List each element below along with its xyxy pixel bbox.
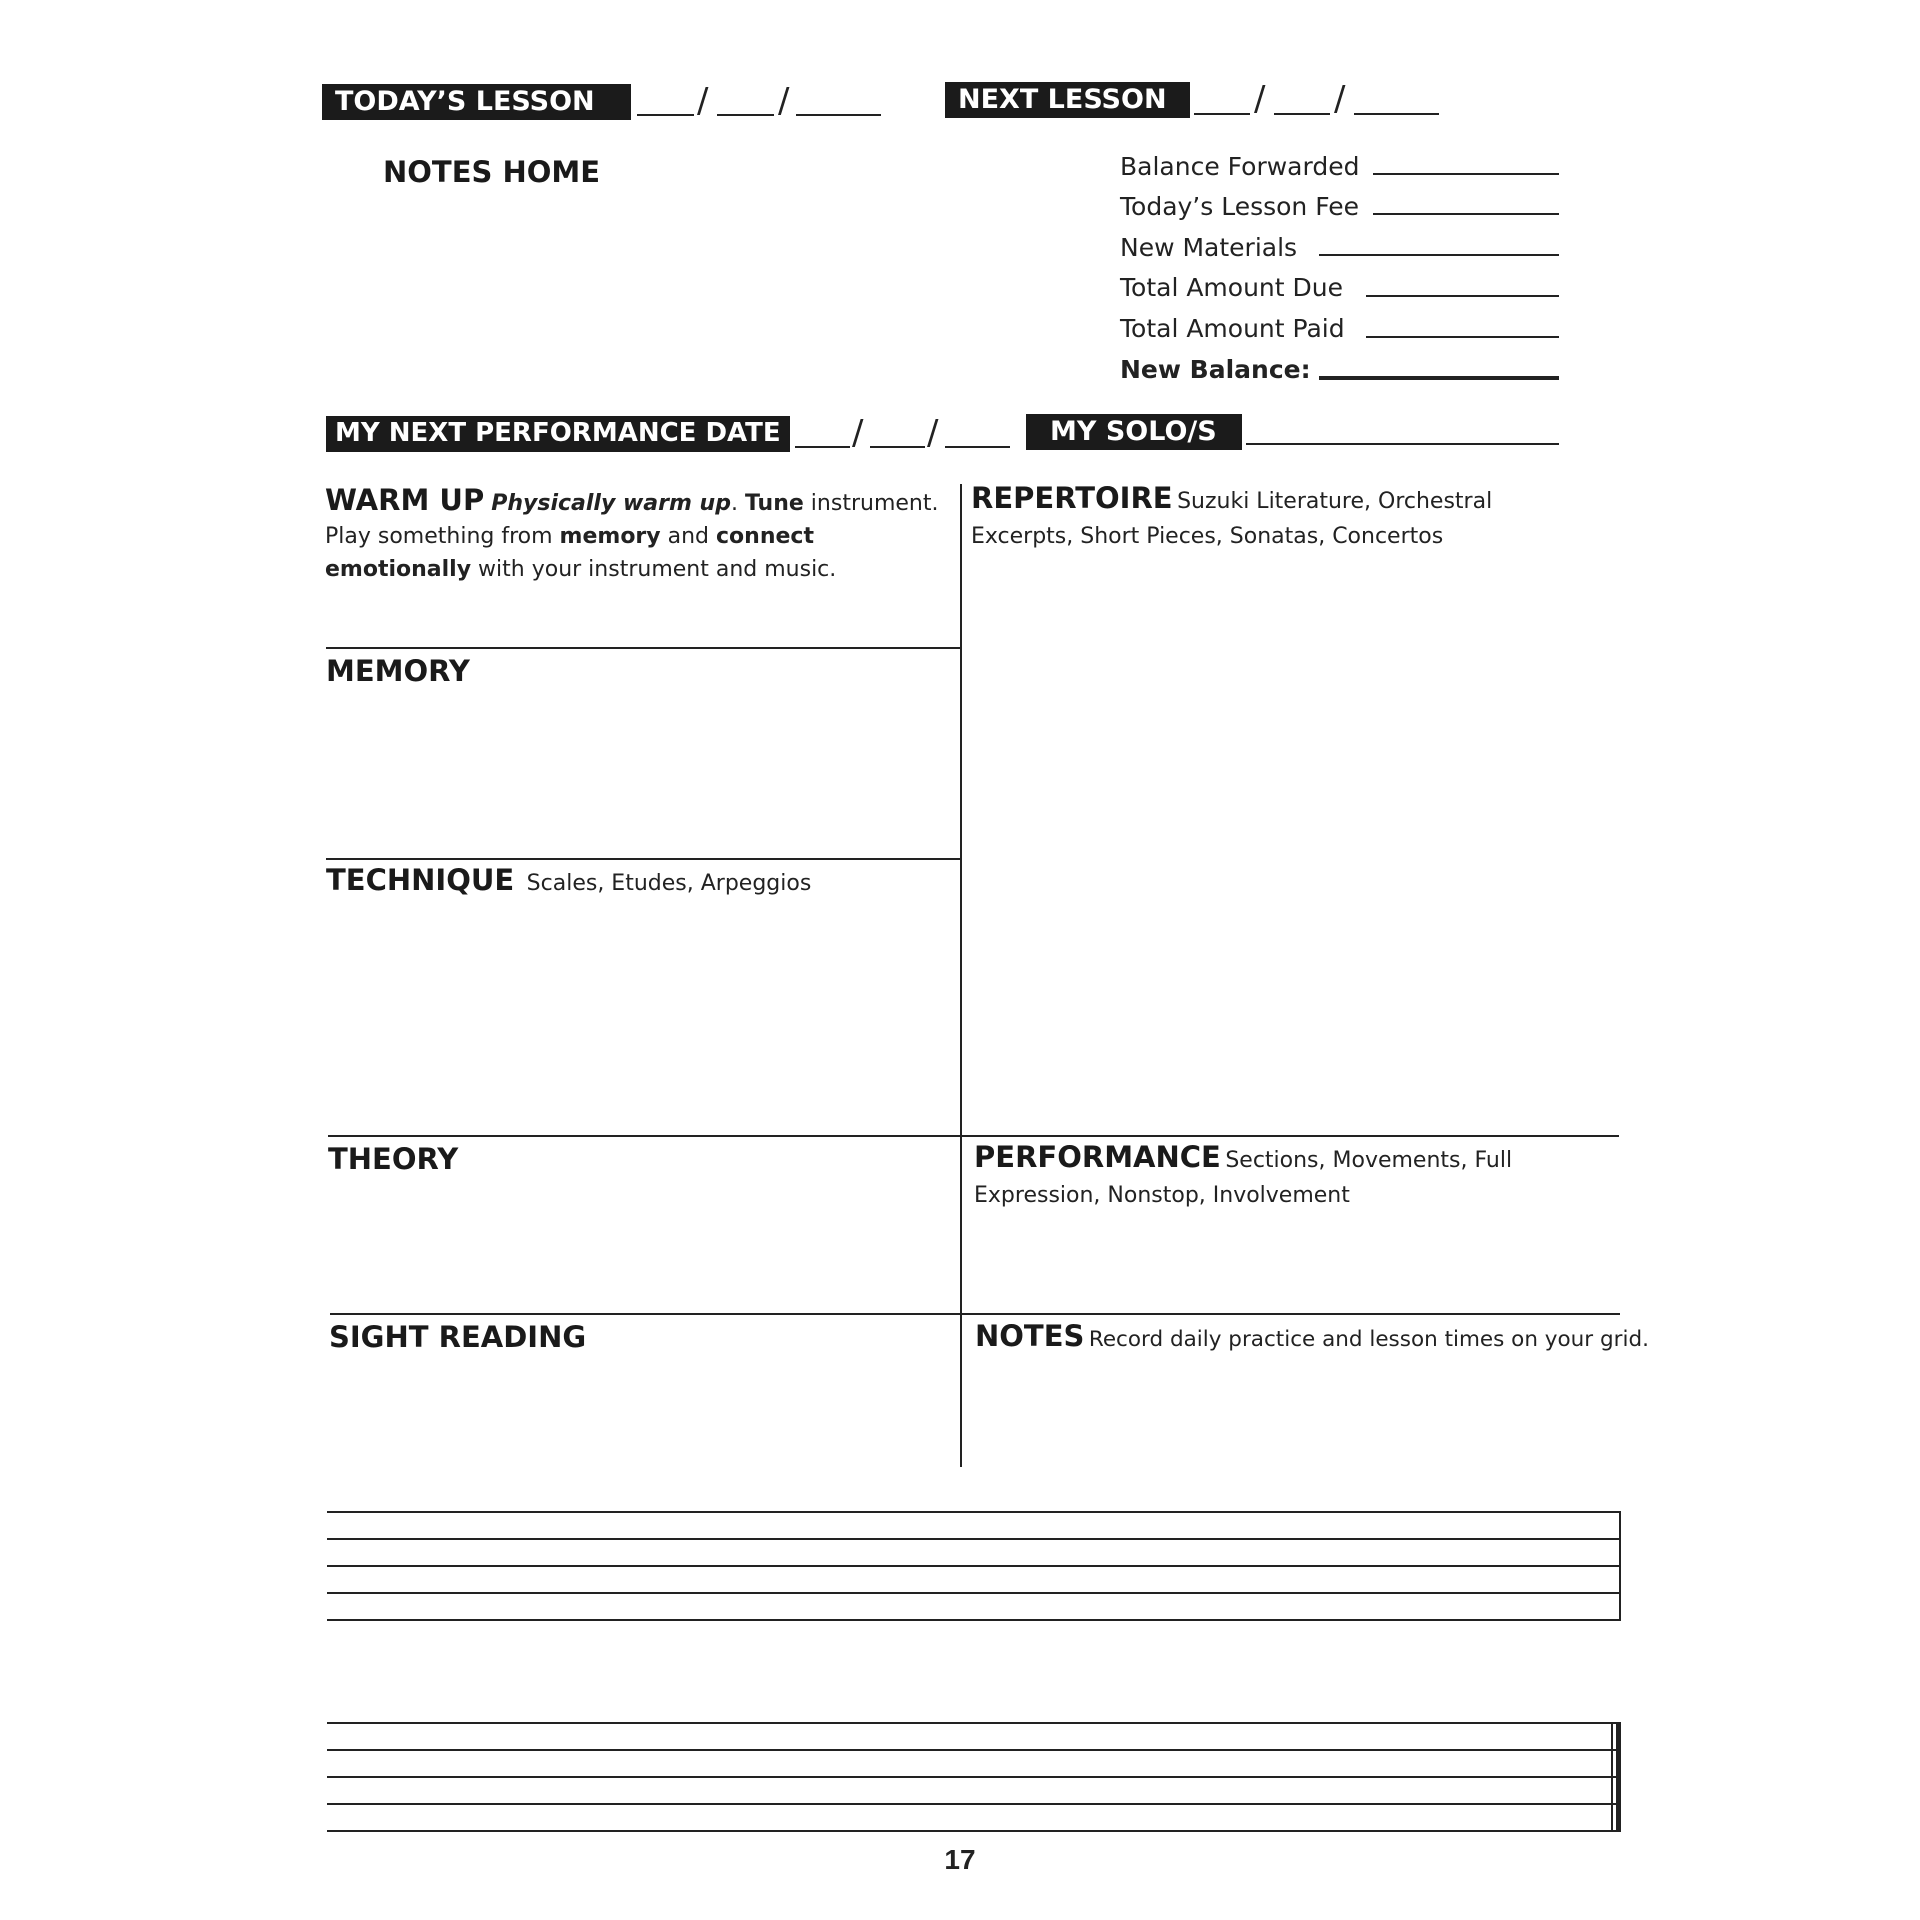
warmup-text-8: with your instrument and music. [471,557,837,582]
staff-line [327,1619,1621,1621]
new-balance-field[interactable] [1319,376,1559,380]
balance-forwarded-field[interactable] [1373,173,1559,175]
warmup-text-1: Physically warm up [491,491,731,516]
todays-lesson-year-field[interactable] [796,114,881,116]
theory-title: THEORY [328,1142,459,1176]
date-separator: / [852,413,864,453]
technique-title: TECHNIQUE [326,863,515,897]
technique-section [326,864,811,902]
repertoire-title: REPERTOIRE [971,481,1173,515]
next-lesson-day-field[interactable] [1274,113,1330,115]
todays-lesson-fee-field[interactable] [1373,213,1559,215]
staff-line [327,1722,1621,1724]
staff-line [327,1538,1621,1540]
warmup-text-3: Tune [744,491,804,516]
total-amount-due-label: Total Amount Due [1120,273,1343,302]
performance-year-field[interactable] [945,446,1010,448]
warmup-text-4: instrument. Play something from [325,491,939,549]
notes-home-heading: NOTES HOME [383,155,601,189]
staff-line [327,1592,1621,1594]
warmup-text-2: . [730,491,745,516]
date-separator: / [1254,79,1266,119]
todays-lesson-label: TODAY’S LESSON [322,84,631,120]
warmup-text-5: memory [559,524,661,549]
performance-subtitle: Sections, Movements, Full Expression, Nonstop, Involvement [974,1148,1513,1208]
divider-memory-technique [326,858,961,860]
next-lesson-year-field[interactable] [1354,113,1439,115]
divider-theory-sightreading [330,1313,1620,1315]
total-amount-paid-label: Total Amount Paid [1120,314,1345,343]
sight-reading-title: SIGHT READING [329,1320,587,1354]
memory-title: MEMORY [326,654,470,688]
total-amount-due-field[interactable] [1366,295,1559,297]
new-materials-field[interactable] [1319,254,1559,256]
date-separator: / [778,81,790,121]
next-lesson-month-field[interactable] [1194,113,1250,115]
total-amount-paid-field[interactable] [1366,336,1559,338]
center-divider [960,484,962,1467]
next-lesson-label: NEXT LESSON [945,82,1190,118]
date-separator: / [697,81,709,121]
staff-line [327,1803,1621,1805]
date-separator: / [1334,79,1346,119]
theory-section [328,1143,458,1181]
balance-forwarded-label: Balance Forwarded [1120,152,1360,181]
staff-line [327,1749,1621,1751]
repertoire-subtitle: Suzuki Literature, Orchestral Excerpts, Short Pieces, Sonatas, Concertos [971,489,1493,549]
final-bar-line [1616,1722,1621,1832]
todays-lesson-day-field[interactable] [717,114,774,116]
notes-subtitle: Record daily practice and lesson times on your grid. [1088,1327,1649,1352]
staff-line [327,1830,1621,1832]
warmup-title: WARM UP [325,483,485,517]
memory-section [326,655,470,693]
performance-title: PERFORMANCE [974,1140,1221,1174]
technique-subtitle: Scales, Etudes, Arpeggios [526,871,812,896]
bar-line [1611,1722,1613,1832]
divider-warmup-memory [326,647,961,649]
new-materials-label: New Materials [1120,233,1298,262]
staff-line [327,1511,1621,1513]
divider-technique-theory [328,1135,1619,1137]
performance-section [974,1141,1624,1214]
warmup-text-6: and [660,524,717,549]
staff-line [327,1565,1621,1567]
new-balance-label: New Balance: [1120,355,1311,384]
my-solos-label: MY SOLO/S [1026,414,1242,450]
bar-line [1619,1511,1621,1621]
notes-section [975,1319,1649,1358]
next-performance-date-label: MY NEXT PERFORMANCE DATE [326,416,790,452]
notes-title: NOTES [975,1319,1085,1353]
performance-day-field[interactable] [870,446,925,448]
todays-lesson-fee-label: Today’s Lesson Fee [1120,192,1360,221]
music-staff [327,1722,1621,1832]
staff-line [327,1776,1621,1778]
todays-lesson-month-field[interactable] [637,114,694,116]
music-staff [327,1511,1621,1621]
sight-reading-section [329,1321,586,1359]
performance-month-field[interactable] [795,446,850,448]
solos-field[interactable] [1246,443,1559,445]
page-number: 17 [944,1844,976,1875]
warmup-text-7: connect emotionally [325,524,814,582]
date-separator: / [927,413,939,453]
repertoire-section [971,482,1571,555]
warmup-section [325,484,950,586]
